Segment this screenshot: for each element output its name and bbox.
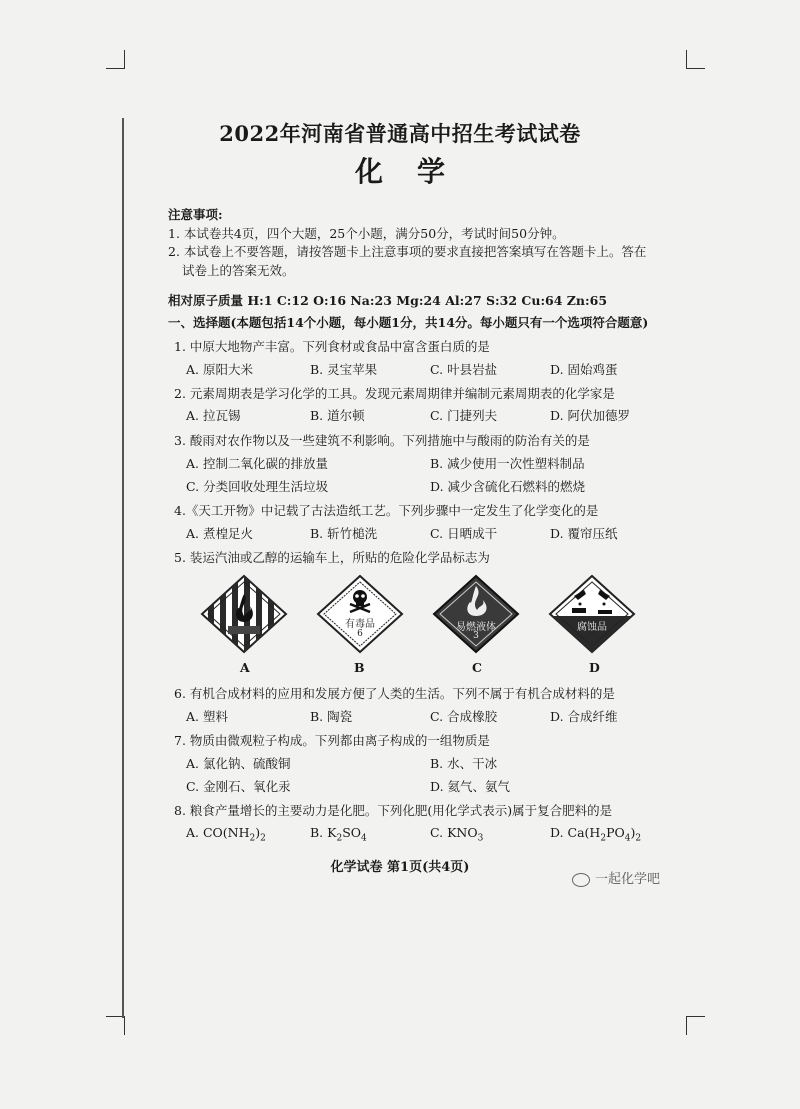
sign-letter-a: A <box>240 660 250 675</box>
q2-option-b: B. 道尔顿 <box>310 408 365 423</box>
q3-option-a: A. 控制二氧化碳的排放量 <box>186 456 328 471</box>
sign-letter-b: B <box>354 660 365 675</box>
q2-option-c: C. 门捷列夫 <box>430 408 498 423</box>
q6-option-d: D. 合成纤维 <box>550 709 618 724</box>
q6-option-a: A. 塑料 <box>186 709 228 724</box>
q8-option-d: D. $Ca(H_2PO_4)_2$ <box>550 825 642 844</box>
exam-title: 2022年河南省普通高中招生考试试卷 <box>219 121 581 146</box>
q2-option-d: D. 阿伏加德罗 <box>550 408 631 423</box>
q2-stem: 2. 元素周期表是学习化学的工具。发现元素周期律并编制元素周期表的化学家是 <box>174 386 615 401</box>
q7-option-b: B. 水、干冰 <box>430 756 498 771</box>
sign-letter-d: D <box>589 660 600 675</box>
q3-option-b: B. 减少使用一次性塑料制品 <box>430 456 585 471</box>
crop-mark-top-left <box>106 50 125 69</box>
q1-option-c: C. 叶县岩盐 <box>430 362 498 377</box>
q8-stem: 8. 粮食产量增长的主要动力是化肥。下列化肥(用化学式表示)属于复合肥料的是 <box>174 803 613 818</box>
sign-b-number: 6 <box>357 629 363 639</box>
q8-option-a: A. $CO(NH_2)_2$ <box>186 825 266 844</box>
q5-stem: 5. 装运汽油或乙醇的运输车上，所贴的危险化学品标志为 <box>174 550 490 565</box>
flammable-solid-icon <box>198 572 290 656</box>
sign-letter-c: C <box>472 660 482 675</box>
corrosive-icon <box>546 572 638 656</box>
notice-item-2: 2. 本试卷上不要答题，请按答题卡上注意事项的要求直接把答案填写在答题卡上。答在 <box>168 244 647 259</box>
q4-option-d: D. 覆帘压纸 <box>550 526 618 541</box>
q4-option-a: A. 煮楻足火 <box>186 526 253 541</box>
hazard-sign-c <box>430 572 522 656</box>
q7-option-d: D. 氦气、氨气 <box>430 779 511 794</box>
subject-title: 化学 <box>354 155 479 188</box>
q1-stem: 1. 中原大地物产丰富。下列食材或食品中富含蛋白质的是 <box>174 339 490 354</box>
q2-option-a: A. 拉瓦锡 <box>186 408 241 423</box>
q1-option-b: B. 灵宝苹果 <box>310 362 378 377</box>
q6-option-b: B. 陶瓷 <box>310 709 353 724</box>
q6-stem: 6. 有机合成材料的应用和发展方便了人类的生活。下列不属于有机合成材料的是 <box>174 686 615 701</box>
q4-stem: 4.《天工开物》中记载了古法造纸工艺。下列步骤中一定发生了化学变化的是 <box>174 503 599 518</box>
q3-option-d: D. 减少含硫化石燃料的燃烧 <box>430 479 586 494</box>
wechat-icon <box>572 873 590 887</box>
crop-mark-top-right <box>686 50 705 69</box>
hazard-sign-a <box>198 572 290 656</box>
q7-stem: 7. 物质由微观粒子构成。下列都由离子构成的一组物质是 <box>174 733 490 748</box>
q8-option-c: C. $KNO_3$ <box>430 825 484 844</box>
binding-line <box>122 118 124 1018</box>
q8-option-b: B. $K_2SO_4$ <box>310 825 367 844</box>
q7-option-a: A. 氯化钠、硫酸铜 <box>186 756 291 771</box>
section-heading: 一、选择题(本题包括14个小题，每小题1分，共14分。每小题只有一个选项符合题意) <box>168 315 649 330</box>
hazard-sign-b <box>314 572 406 656</box>
q1-option-a: A. 原阳大米 <box>186 362 253 377</box>
sign-c-number: 3 <box>473 631 479 641</box>
atomic-masses: 相对原子质量 H:1 C:12 O:16 Na:23 Mg:24 Al:27 S:32 Cu:64 Zn:65 <box>168 293 608 308</box>
flame-icon <box>430 572 522 656</box>
q6-option-c: C. 合成橡胶 <box>430 709 498 724</box>
sign-c-label: 易燃液体 <box>456 622 496 633</box>
sign-d-label: 腐蚀品 <box>577 622 607 633</box>
hazard-sign-d <box>546 572 638 656</box>
q4-option-b: B. 斩竹槌洗 <box>310 526 378 541</box>
notice-item-1: 1. 本试卷共4页，四个大题，25个小题，满分50分，考试时间50分钟。 <box>168 226 565 241</box>
toxic-skull-icon <box>314 572 406 656</box>
watermark <box>572 868 660 887</box>
notice-item-2-cont: 试卷上的答案无效。 <box>182 263 295 278</box>
sign-b-label: 有毒品 <box>345 619 375 630</box>
q3-stem: 3. 酸雨对农作物以及一些建筑不利影响。下列措施中与酸雨的防治有关的是 <box>174 433 590 448</box>
crop-mark-bottom-right <box>686 1016 705 1035</box>
page-footer: 化学试卷 第1页(共4页) <box>330 860 470 875</box>
watermark-text: 一起化学吧 <box>595 872 661 887</box>
q1-option-d: D. 固始鸡蛋 <box>550 362 618 377</box>
q7-option-c: C. 金刚石、氧化汞 <box>186 779 291 794</box>
crop-mark-bottom-left <box>106 1016 125 1035</box>
q3-option-c: C. 分类回收处理生活垃圾 <box>186 479 329 494</box>
q4-option-c: C. 日晒成干 <box>430 526 498 541</box>
notice-heading: 注意事项: <box>168 207 223 222</box>
